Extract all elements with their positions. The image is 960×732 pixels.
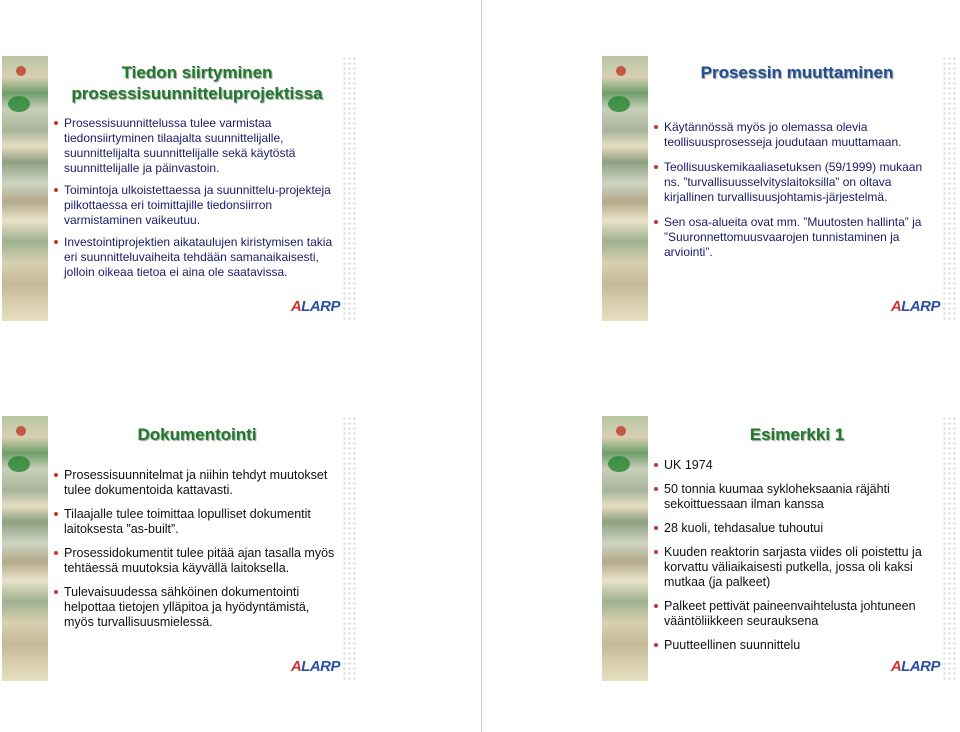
decorative-image-strip — [602, 416, 648, 681]
bullet-icon — [654, 643, 658, 647]
slide-2 — [602, 56, 958, 321]
bullet-icon — [54, 121, 58, 125]
bullet-text: Prosessidokumentit tulee pitää ajan tasalla myös tehtäessä muutoksia käyvällä laitoksella. — [64, 546, 335, 575]
dot-pattern — [342, 56, 358, 321]
bullet-item — [664, 521, 938, 536]
title-line: Esimerkki 1 — [749, 425, 845, 444]
slide-1 — [2, 56, 358, 321]
bullet-item — [64, 116, 338, 176]
bullet-item — [64, 235, 338, 280]
bullet-item — [664, 458, 938, 473]
slide-title — [654, 62, 940, 83]
bullet-text: 28 kuoli, tehdasalue tuhoutui — [664, 521, 824, 535]
bullet-icon — [54, 240, 58, 244]
decorative-image-strip — [2, 56, 48, 321]
bullet-item — [64, 468, 338, 498]
title-line: prosessisuunnitteluprojektissa — [71, 84, 323, 103]
bullet-list — [64, 468, 338, 637]
bullet-item — [64, 585, 338, 630]
bullet-icon — [54, 590, 58, 594]
bullet-icon — [54, 512, 58, 516]
bullet-icon — [654, 125, 658, 129]
bullet-icon — [654, 604, 658, 608]
bullet-text: Prosessisuunnitelmat ja niihin tehdyt muutokset tulee dokumentoida kattavasti. — [64, 468, 328, 497]
bullet-icon — [654, 487, 658, 491]
slide-title — [54, 62, 340, 104]
dot-pattern — [942, 56, 958, 321]
bullet-text: Käytännössä myös jo olemassa olevia teollisuusprosesseja joudutaan muuttamaan. — [664, 120, 902, 149]
title-line: Dokumentointi — [137, 425, 257, 444]
slide-3 — [2, 416, 358, 681]
alarp-logo: ALARP — [290, 298, 340, 315]
bullet-list — [664, 458, 938, 660]
bullet-item — [664, 638, 938, 653]
decorative-image-strip — [2, 416, 48, 681]
bullet-icon — [654, 526, 658, 530]
alarp-logo: ALARP — [890, 298, 940, 315]
bullet-text: Prosessisuunnittelussa tulee varmistaa tiedonsiirtyminen tilaajalta suunnittelijalle, suunnittelijalta suunnittelijalle sekä käytöstä suunnittelijalle ja päinvastoin. — [64, 116, 296, 175]
bullet-text: Tilaajalle tulee toimittaa lopulliset dokumentit laitoksesta ”as-built”. — [64, 507, 311, 536]
slide-title — [54, 424, 340, 445]
slide-title — [654, 424, 940, 445]
bullet-icon — [54, 188, 58, 192]
bullet-text: Sen osa-alueita ovat mm. ”Muutosten hallinta” ja ”Suuronnettomuusvaarojen tunnistaminen ja arviointi”. — [664, 215, 922, 259]
bullet-item — [664, 599, 938, 629]
slide-4 — [602, 416, 958, 681]
page-divider — [481, 0, 482, 732]
title-line: Prosessin muuttaminen — [700, 63, 894, 82]
alarp-logo: ALARP — [290, 658, 340, 675]
bullet-text: Puutteellinen suunnittelu — [664, 638, 801, 652]
bullet-text: Palkeet pettivät paineenvaihtelusta johtuneen vääntöliikkeen seurauksena — [664, 599, 916, 628]
bullet-text: UK 1974 — [664, 458, 713, 472]
bullet-item — [664, 482, 938, 512]
bullet-item — [64, 507, 338, 537]
bullet-text: Kuuden reaktorin sarjasta viides oli poistettu ja korvattu väliaikaisesti putkella, jossa oli kaksi mutkaa (ja palkeet) — [664, 545, 922, 589]
bullet-icon — [654, 550, 658, 554]
alarp-logo: ALARP — [890, 658, 940, 675]
bullet-text: 50 tonnia kuumaa sykloheksaania räjähti sekoittuessaan ilman kanssa — [664, 482, 890, 511]
decorative-image-strip — [602, 56, 648, 321]
bullet-text: Investointiprojektien aikataulujen kiristymisen takia eri suunnitteluvaiheita tehdään samanaikaisesti, jolloin oikeaa tietoa ei aina ole saatavissa. — [64, 235, 333, 279]
bullet-item — [664, 215, 938, 260]
bullet-text: Toimintoja ulkoistettaessa ja suunnittelu-projekteja pilkottaessa eri toimittajille tiedonsiirron varmistaminen vaikeutuu. — [64, 183, 331, 227]
title-line: Tiedon siirtyminen — [121, 63, 273, 82]
bullet-text: Teollisuuskemikaaliasetuksen (59/1999) mukaan ns. ”turvallisuusselvityslaitoksilla” on oltava kirjallinen turvallisuusjohtamis-järjestelmä. — [664, 160, 923, 204]
bullet-icon — [54, 473, 58, 477]
dot-pattern — [942, 416, 958, 681]
bullet-icon — [54, 551, 58, 555]
bullet-icon — [654, 463, 658, 467]
bullet-item — [64, 546, 338, 576]
bullet-item — [664, 120, 938, 150]
bullet-item — [64, 183, 338, 228]
bullet-list — [64, 116, 338, 287]
bullet-icon — [654, 165, 658, 169]
bullet-icon — [654, 220, 658, 224]
bullet-text: Tulevaisuudessa sähköinen dokumentointi helpottaa tietojen ylläpitoa ja hyödyntämistä, myös turvallisuusmielessä. — [64, 585, 310, 629]
bullet-item — [664, 160, 938, 205]
bullet-list — [664, 120, 938, 267]
bullet-item — [664, 545, 938, 590]
dot-pattern — [342, 416, 358, 681]
